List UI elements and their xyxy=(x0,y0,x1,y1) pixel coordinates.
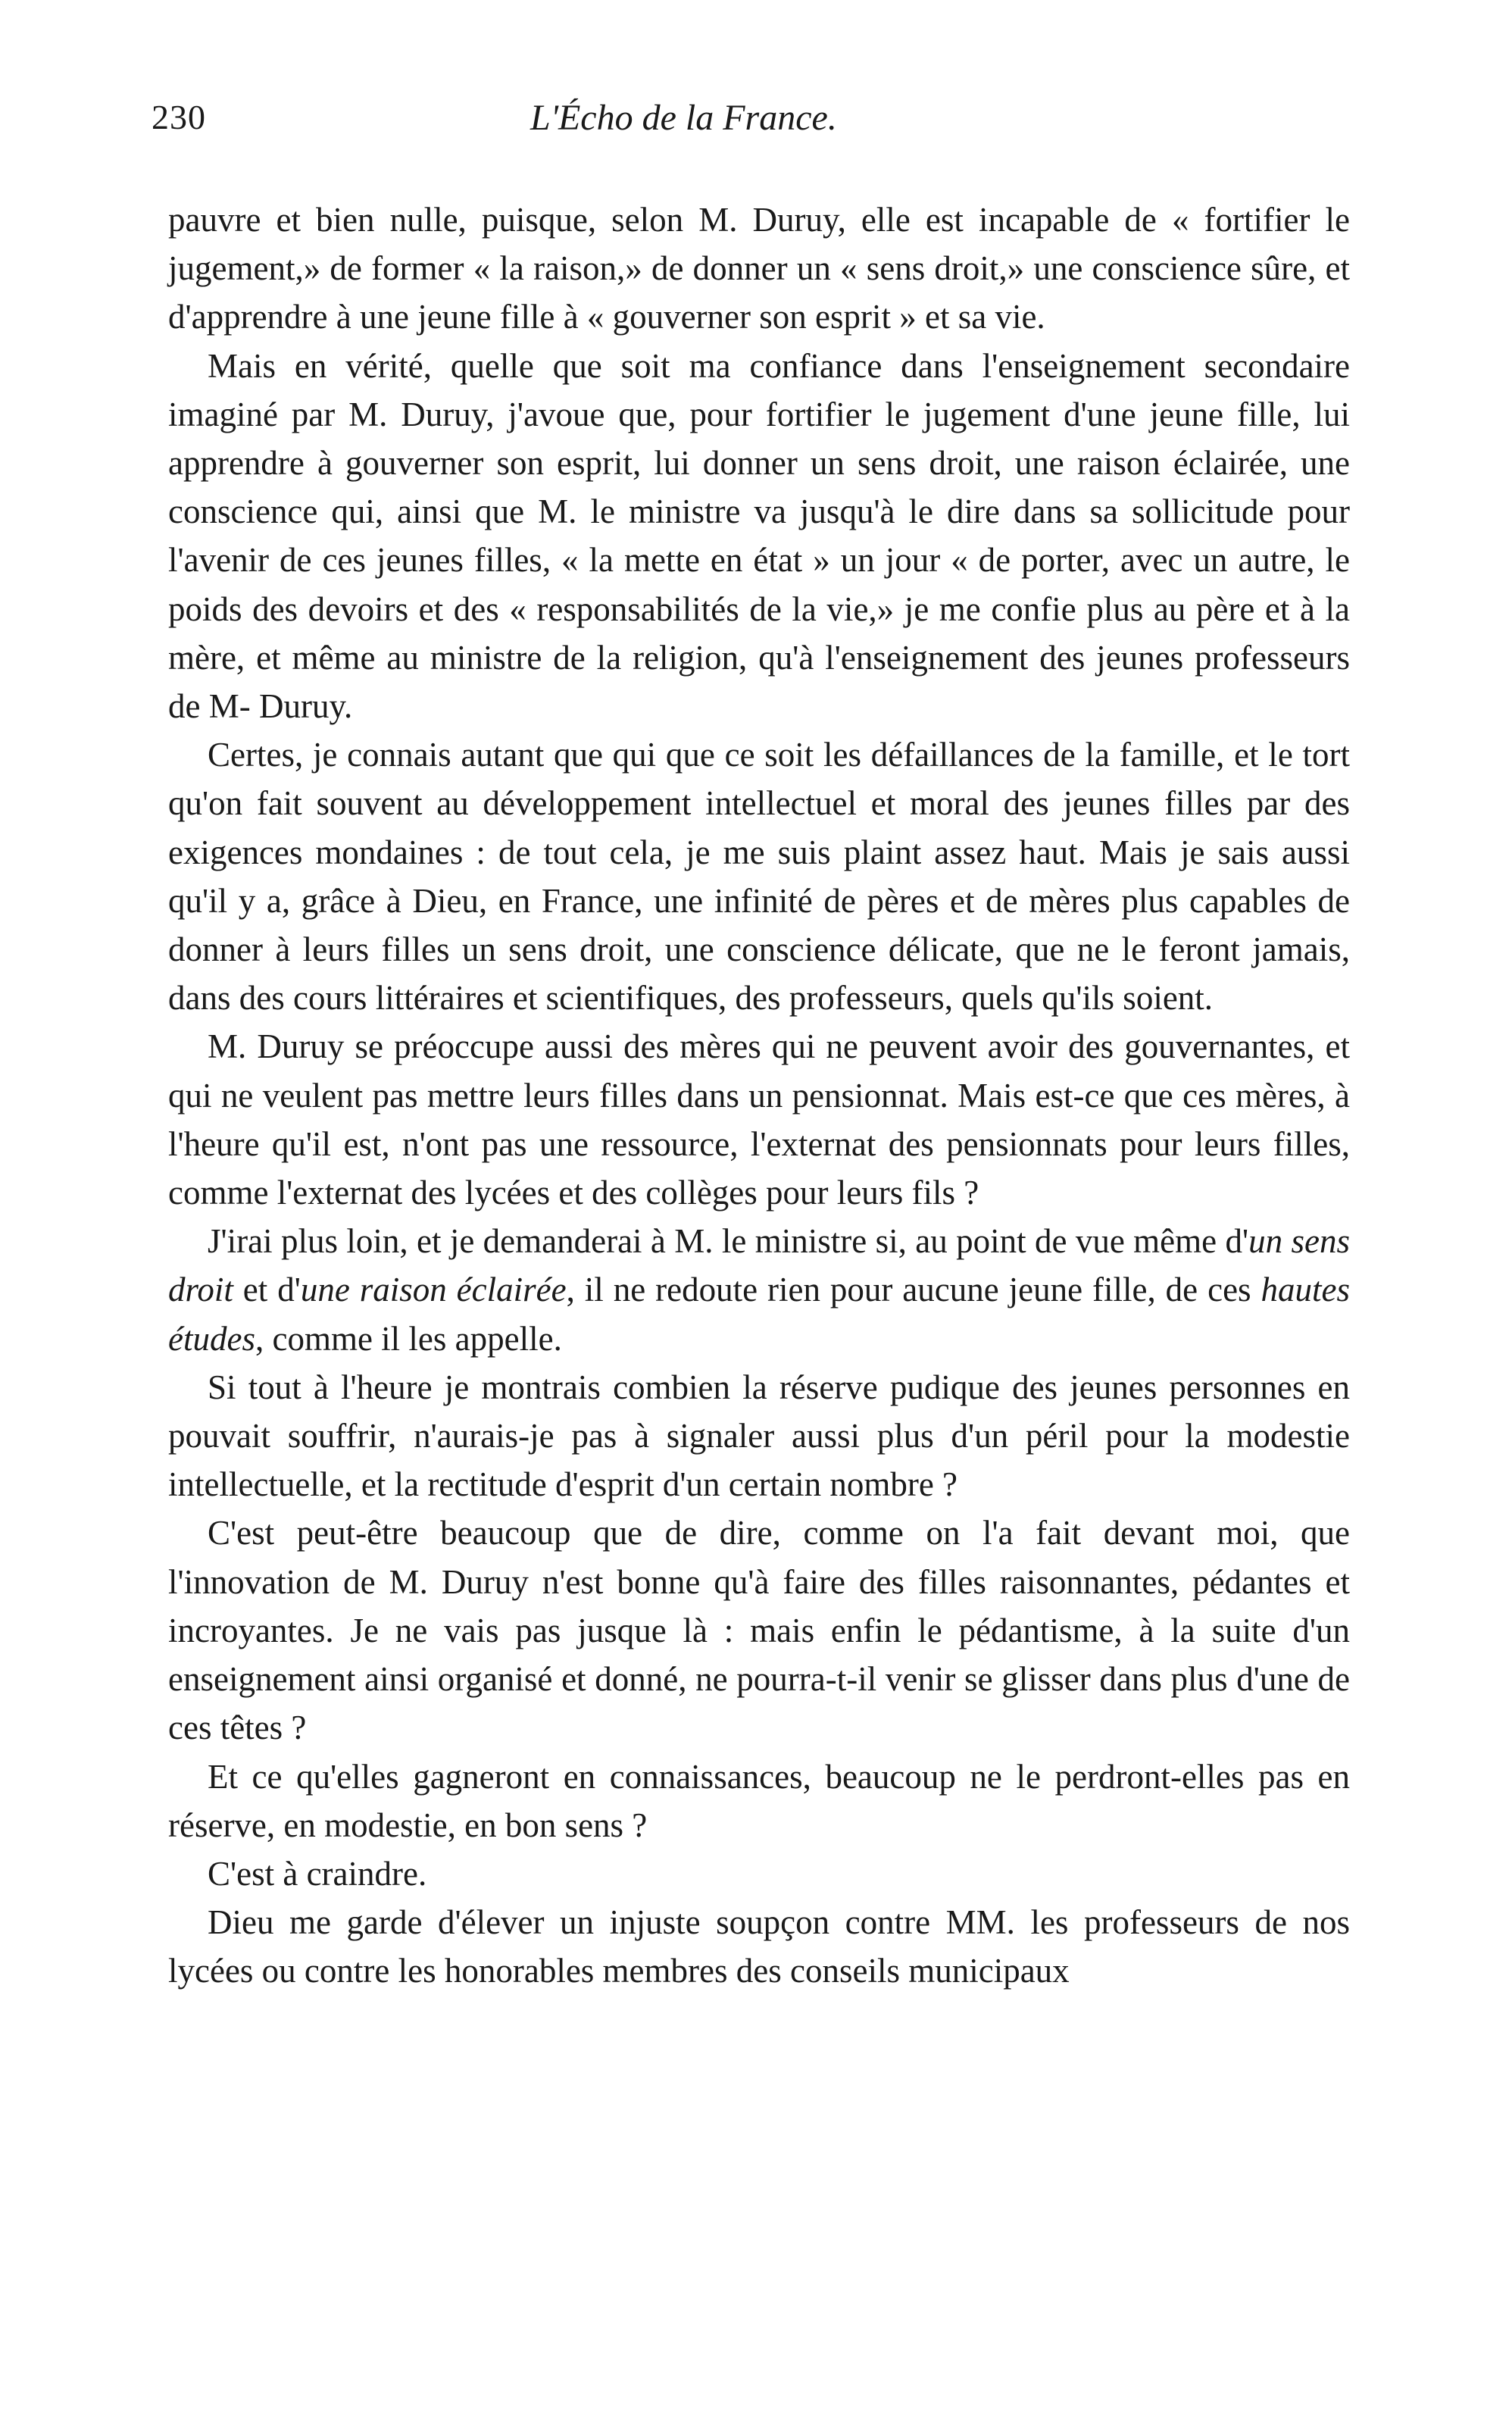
italic-phrase: un sens droit xyxy=(168,1222,1350,1309)
text-run: M. Duruy se préoccupe aussi des mères qui ne peuvent avoir des gouvernantes, et qui ne veulent pas mettre leurs filles dans un pensionnat. Mais est-ce que ces mères, à l'heure qu'il est, n'ont pas une ressource, l'externat des pensionnats pour leurs filles, comme l'externat des lycées et des collèges pour leurs fils ? xyxy=(168,1027,1350,1212)
text-run: J'irai plus loin, et je demanderai à M. le ministre si, au point de vue même d' xyxy=(208,1222,1249,1261)
text-run: pauvre et bien nulle, puisque, selon M. Duruy, elle est incapable de « fortifier le jugement,» de former « la raison,» de donner un « sens droit,» une conscience sûre, et d'apprendre à une jeune fille à « gouverner son esprit » et sa vie. xyxy=(168,201,1350,336)
paragraph xyxy=(168,342,1350,731)
text-run: et d' xyxy=(233,1271,301,1309)
italic-phrase: hautes études xyxy=(168,1271,1350,1358)
text-run: Mais en vérité, quelle que soit ma confiance dans l'enseignement secondaire imaginé par M. Duruy, j'avoue que, pour fortifier le jugement d'une jeune fille, lui apprendre à gouverner son esprit, lui donner un sens droit, une raison éclairée, une conscience qui, ainsi que M. le ministre va jusqu'à le dire dans sa sollicitude pour l'avenir de ces jeunes filles, « la mette en état » un jour « de porter, avec un autre, le poids des devoirs et des « responsabilités de la vie,» je me confie plus au père et à la mère, et même au ministre de la religion, qu'à l'enseignement des jeunes professeurs de M- Duruy. xyxy=(168,346,1350,726)
page-number: 230 xyxy=(152,98,206,136)
paragraph xyxy=(168,1509,1350,1752)
text-run: , il ne redoute rien pour aucune jeune fille, de ces xyxy=(566,1271,1261,1309)
paragraph xyxy=(168,1363,1350,1509)
text-run: Si tout à l'heure je montrais combien la réserve pudique des jeunes personnes en pouvait souffrir, n'aurais-je pas à signaler aussi plus d'un péril pour la modestie intellectuelle, et la rectitude d'esprit d'un certain nombre ? xyxy=(168,1368,1350,1504)
text-run: C'est à craindre. xyxy=(208,1854,427,1893)
body-text xyxy=(168,195,1350,1996)
paragraph xyxy=(168,1022,1350,1217)
paragraph xyxy=(168,195,1350,342)
paragraph xyxy=(168,730,1350,1022)
italic-phrase: une raison éclairée xyxy=(300,1271,567,1309)
text-run: Et ce qu'elles gagneront en connaissances, beaucoup ne le perdront-elles pas en réserve, en modestie, en bon sens ? xyxy=(168,1757,1350,1844)
text-run: Dieu me garde d'élever un injuste soupçon contre MM. les professeurs de nos lycées ou contre les honorables membres des conseils municipaux xyxy=(168,1903,1350,1990)
paragraph xyxy=(168,1898,1350,1995)
running-head xyxy=(152,97,1333,158)
paragraph xyxy=(168,1849,1350,1898)
text-run: Certes, je connais autant que qui que ce soit les défaillances de la famille, et le tort qu'on fait souvent au développement intellectuel et moral des jeunes filles par des exigences mondaines : de tout cela, je me suis plaint assez haut. Mais je sais aussi qu'il y a, grâce à Dieu, en France, une infinité de pères et de mères plus capables de donner à leurs filles un sens droit, une conscience délicate, que ne le feront jamais, dans des cours littéraires et scientifiques, des professeurs, quels qu'ils soient. xyxy=(168,736,1350,1018)
journal-title: L'Écho de la France. xyxy=(530,98,837,138)
paragraph xyxy=(168,1752,1350,1849)
text-run: C'est peut-être beaucoup que de dire, comme on l'a fait devant moi, que l'innovation de M. Duruy n'est bonne qu'à faire des filles raisonnantes, pédantes et incroyantes. Je ne vais pas jusque là : mais enfin le pédantisme, à la suite d'un enseignement ainsi organisé et donné, ne pourra-t-il venir se glisser dans plus d'une de ces têtes ? xyxy=(168,1514,1350,1747)
text-run: , comme il les appelle. xyxy=(255,1319,562,1358)
paragraph xyxy=(168,1217,1350,1363)
